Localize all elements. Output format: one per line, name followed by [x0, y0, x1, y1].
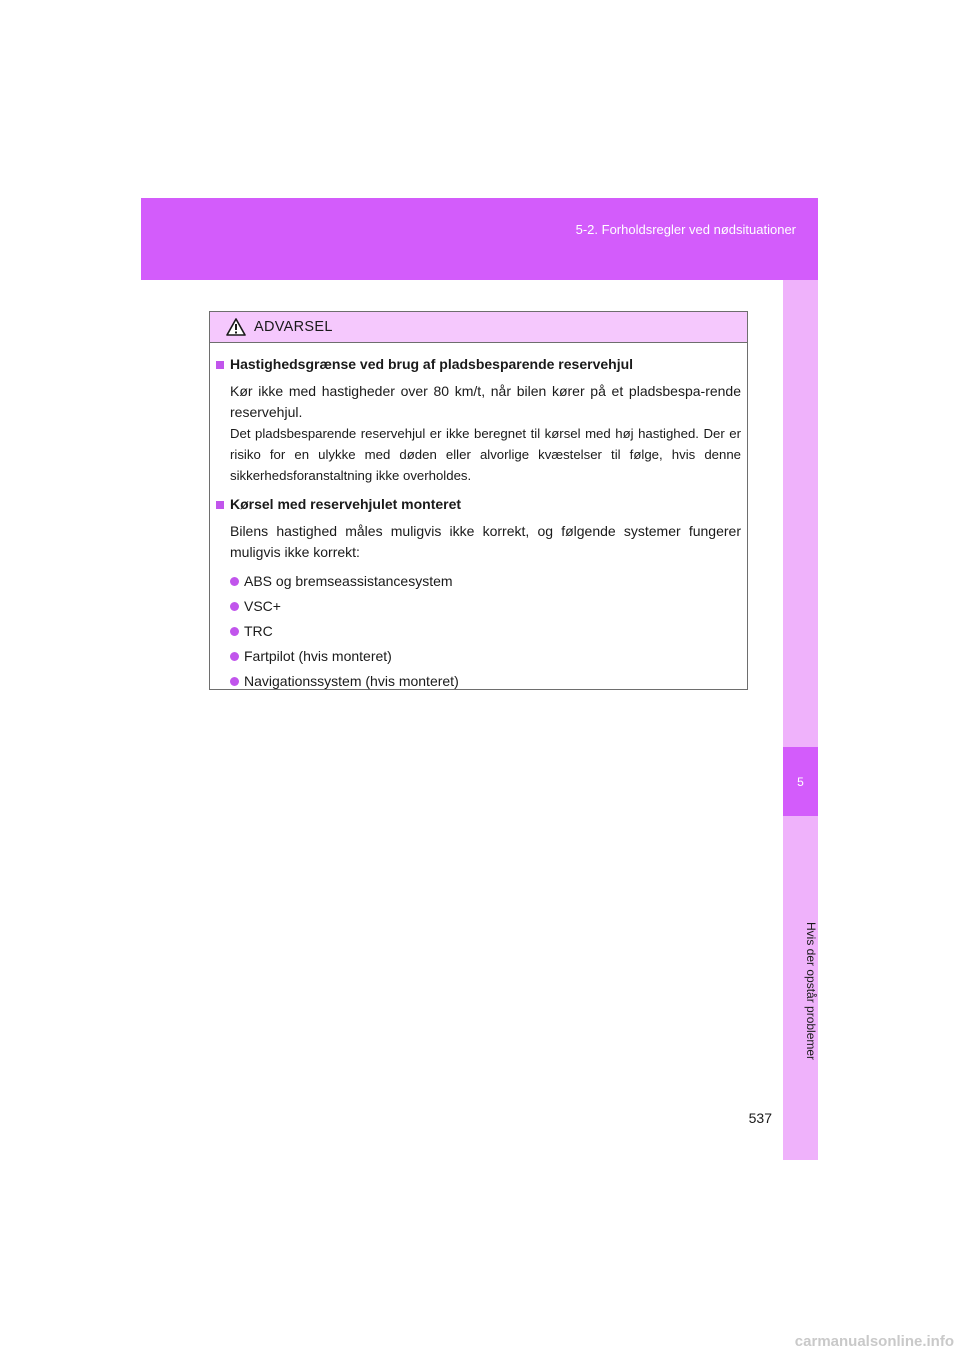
warning-heading: ADVARSEL	[254, 319, 333, 335]
list-item	[230, 596, 741, 617]
warning-header	[210, 312, 747, 343]
chapter-label: Hvis der opstår problemer	[804, 921, 818, 1061]
circle-bullet-icon	[230, 602, 239, 611]
warning-triangle-icon	[226, 318, 246, 336]
circle-bullet-icon	[230, 577, 239, 586]
site-watermark[interactable]: carmanualsonline.info	[794, 1333, 954, 1350]
speed-limit-paragraph: Kør ikke med hastigheder over 80 km/t, når bilen kører på et pladsbespa-rende reservehjul.	[230, 383, 741, 420]
circle-bullet-icon	[230, 652, 239, 661]
list-item	[230, 646, 741, 667]
list-item	[230, 571, 741, 592]
page-number: 537	[748, 1110, 772, 1126]
circle-bullet-icon	[230, 627, 239, 636]
square-bullet-icon	[216, 361, 224, 369]
section-title-text: Hastighedsgrænse ved brug af pladsbesparende reservehjul	[230, 356, 634, 372]
section-title-speed-limit	[216, 354, 741, 375]
section-title: 5-2. Forholdsregler ved nødsituationer	[575, 222, 796, 237]
list-item	[230, 621, 741, 642]
list-item-text: Navigationssystem (hvis monteret)	[244, 673, 459, 689]
warning-box	[209, 311, 748, 690]
section-title-text: Kørsel med reservehjulet monteret	[230, 496, 462, 512]
square-bullet-icon	[216, 501, 224, 509]
list-item-text: ABS og bremseassistancesystem	[244, 573, 453, 589]
chapter-side-tab	[783, 280, 818, 1160]
chapter-number: 5	[783, 747, 818, 816]
circle-bullet-icon	[230, 677, 239, 686]
section-header-bar	[141, 198, 818, 280]
list-item-text: VSC+	[244, 598, 281, 614]
list-item	[230, 671, 741, 692]
list-item-text: TRC	[244, 623, 273, 639]
spare-wheel-paragraph: Bilens hastighed måles muligvis ikke korrekt, og følgende systemer fungerer muligvis ikke korrekt:	[230, 523, 741, 560]
section-title-spare-wheel	[216, 494, 741, 515]
speed-limit-risk-paragraph: Det pladsbesparende reservehjul er ikke beregnet til kørsel med høj hastighed. Der er risiko for en ulykke med døden eller alvorlige kvæstelser til følge, hvis denne sikkerhedsforanstaltning ikke overholdes.	[230, 426, 741, 483]
list-item-text: Fartpilot (hvis monteret)	[244, 648, 392, 664]
warning-body	[210, 343, 747, 692]
